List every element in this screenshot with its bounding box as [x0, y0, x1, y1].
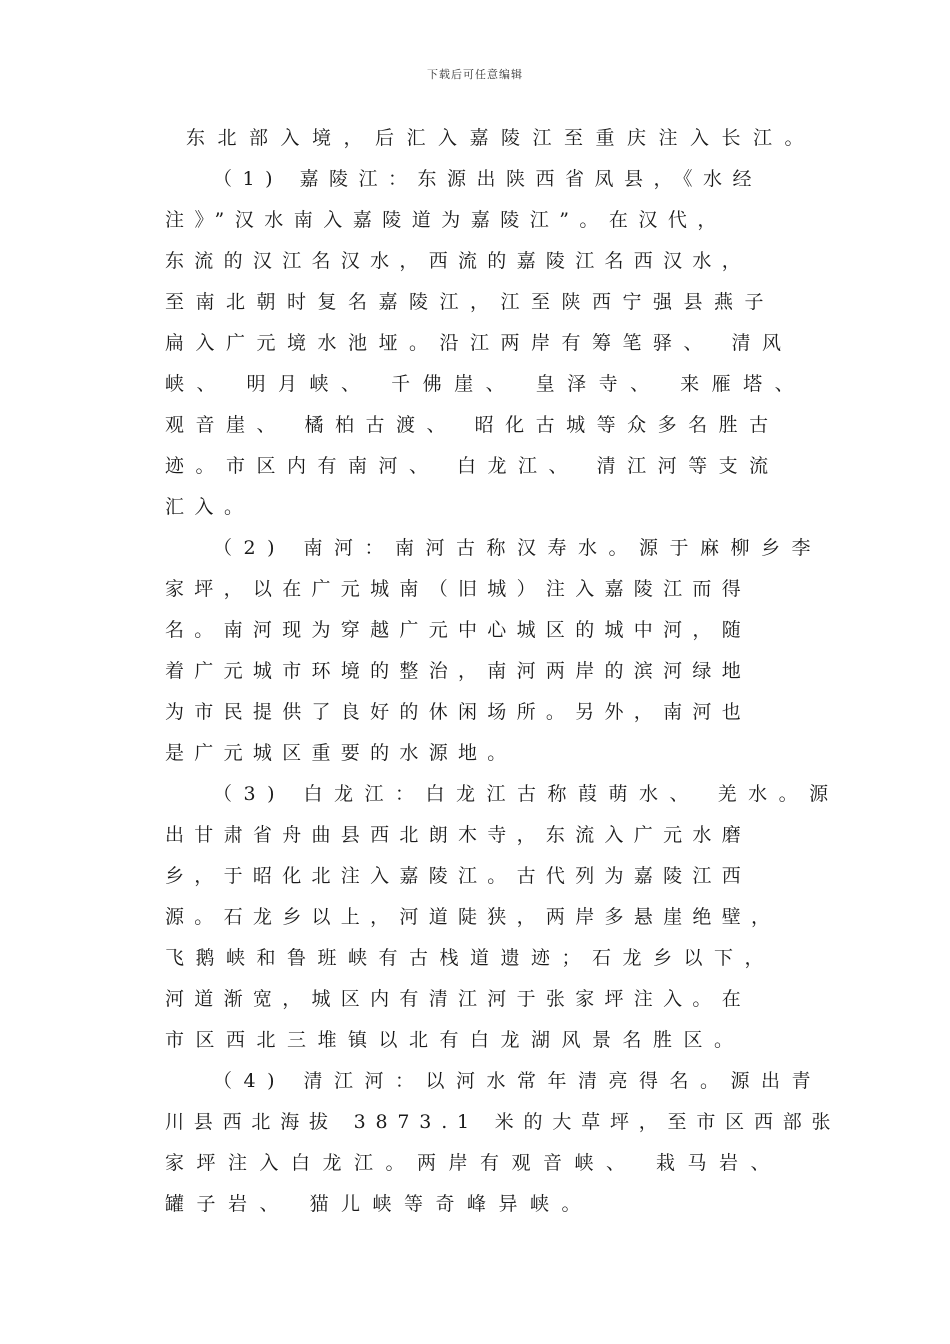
text-line: 是广元城区重要的水源地。	[165, 742, 517, 764]
text-line: 出甘肃省舟曲县西北朗木寺，东流入广元水磨	[165, 824, 752, 846]
text-line: 注》”汉水南入嘉陵道为嘉陵江”。在汉代，	[165, 209, 727, 231]
text-line: （1) 嘉陵江：东源出陕西省凤县，《水经	[213, 168, 763, 190]
text-line: 迹。市区内有南河、 白龙江、 清江河等支流	[165, 455, 780, 477]
text-line: 飞鹅峡和鲁班峡有古栈道遗迹；石龙乡以下，	[165, 947, 776, 969]
text-line: 乡，于昭化北注入嘉陵江。古代列为嘉陵江西	[165, 865, 752, 887]
text-line: （2) 南河：南河古称汉寿水。源于麻柳乡李	[213, 537, 823, 559]
text-line: 为市民提供了良好的休闲场所。另外，南河也	[165, 701, 752, 723]
text-line: 汇入。	[165, 496, 254, 518]
text-line: 川县西北海拔 3873.1 米的大草坪，至市区西部张	[165, 1111, 841, 1133]
text-line: 峡、 明月峡、 千佛崖、 皇泽寺、 来雁塔、	[165, 373, 807, 395]
text-line: 家坪注入白龙江。两岸有观音峡、 栽马岩、	[165, 1152, 783, 1174]
text-line: 至南北朝时复名嘉陵江，江至陕西宁强县燕子	[165, 291, 776, 313]
text-line: （3) 白龙江：白龙江古称葭萌水、 羌水。源	[213, 783, 840, 805]
text-line: （4) 清江河：以河水常年清亮得名。源出青	[213, 1070, 823, 1092]
text-line: 东北部入境，后汇入嘉陵江至重庆注入长江。	[186, 127, 817, 149]
text-line: 市区西北三堆镇以北有白龙湖风景名胜区。	[165, 1029, 745, 1051]
text-line: 名。南河现为穿越广元中心城区的城中河，随	[165, 619, 752, 641]
text-line: 家坪，以在广元城南（旧城）注入嘉陵江而得	[165, 578, 752, 600]
text-line: 观音崖、 橘柏古渡、 昭化古城等众多名胜古	[165, 414, 780, 436]
text-line: 扁入广元境水池垭。沿江两岸有筹笔驿、 清风	[165, 332, 793, 354]
page-header: 下载后可任意编辑	[427, 68, 523, 81]
text-line: 着广元城市环境的整治，南河两岸的滨河绿地	[165, 660, 752, 682]
text-line: 东流的汉江名汉水，西流的嘉陵江名西汉水，	[165, 250, 752, 272]
text-line: 源。石龙乡以上，河道陡狭，两岸多悬崖绝壁，	[165, 906, 781, 928]
text-line: 罐子岩、 猫儿峡等奇峰异峡。	[165, 1193, 594, 1215]
text-line: 河道渐宽，城区内有清江河于张家坪注入。在	[165, 988, 752, 1010]
